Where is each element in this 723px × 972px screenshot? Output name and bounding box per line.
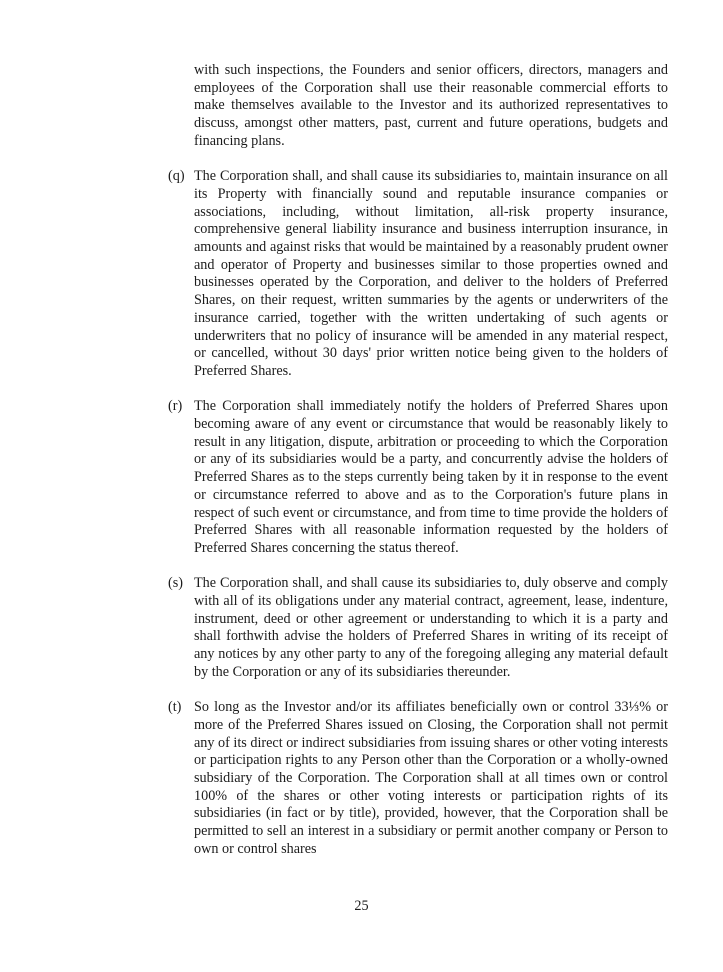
- page-number: 25: [354, 898, 369, 914]
- paragraph-text: So long as the Investor and/or its affiliates beneficially own or control 33⅓% or more of the Preferred Shares issued on Closing, the Corporation shall not permit any of its direct or indirect subsidiaries from issuing shares or other voting interests or participation rights to any Person other than the Corporation or a wholly-owned subsidiary of the Corporation. The Corporation shall at all times own or control 100% of the shares or other voting interests or participation rights of its subsidiaries (in fact or by title), provided, however, that the Corporation shall be permitted to sell an interest in a subsidiary or permit another company or Person to own or control shares: [194, 699, 668, 857]
- paragraph-text: with such inspections, the Founders and senior officers, directors, managers and employees of the Corporation shall use their reasonable commercial efforts to make themselves available to the Investor and its authorized representatives to discuss, amongst other matters, past, current and future operations, budgets and financing plans.: [194, 62, 668, 149]
- paragraph-label: (t): [168, 699, 182, 716]
- paragraph-label: (s): [168, 575, 183, 592]
- paragraph-r: [168, 398, 668, 557]
- paragraph-continuation: [168, 62, 668, 151]
- paragraph-s: [168, 575, 668, 681]
- paragraph-label: (r): [168, 398, 183, 415]
- paragraph-label: (q): [168, 168, 185, 185]
- paragraph-t: [168, 699, 668, 858]
- paragraph-text: The Corporation shall, and shall cause its subsidiaries to, maintain insurance on all its Property with financially sound and reputable insurance companies or associations, including, without limitation, all-risk property insurance, comprehensive general liability insurance and business interruption insurance, in amounts and against risks that would be maintained by a reasonably prudent owner and operator of Property and businesses similar to those properties owned and businesses operated by the Corporation, and deliver to the holders of Preferred Shares, on their request, written summaries by the agents or underwriters of the insurance carried, together with the written undertaking of such agents or underwriters that no policy of insurance will be amended in any material respect, or cancelled, without 30 days' prior written notice being given to the holders of Preferred Shares.: [194, 168, 668, 379]
- paragraph-text: The Corporation shall immediately notify the holders of Preferred Shares upon becoming aware of any event or circumstance that would be reasonably likely to result in any litigation, dispute, arbitration or proceeding to which the Corporation or any of its subsidiaries would be a party, and concurrently advise the holders of Preferred Shares as to the steps currently being taken by it in response to the event or circumstance referred to above and as to the Corporation's future plans in respect of such event or circumstance, and from time to time provide the holders of Preferred Shares with all reasonable information requested by the holders of Preferred Shares concerning the status thereof.: [194, 398, 668, 556]
- body-text: [168, 62, 668, 859]
- paragraph-text: The Corporation shall, and shall cause its subsidiaries to, duly observe and comply with all of its obligations under any material contract, agreement, lease, indenture, instrument, deed or other agreement or understanding to which it is a party and shall forthwith advise the holders of Preferred Shares in writing of its receipt of any notices by any other party to any of the foregoing alleging any material default by the Corporation or any of its subsidiaries thereunder.: [194, 575, 668, 680]
- paragraph-q: [168, 168, 668, 380]
